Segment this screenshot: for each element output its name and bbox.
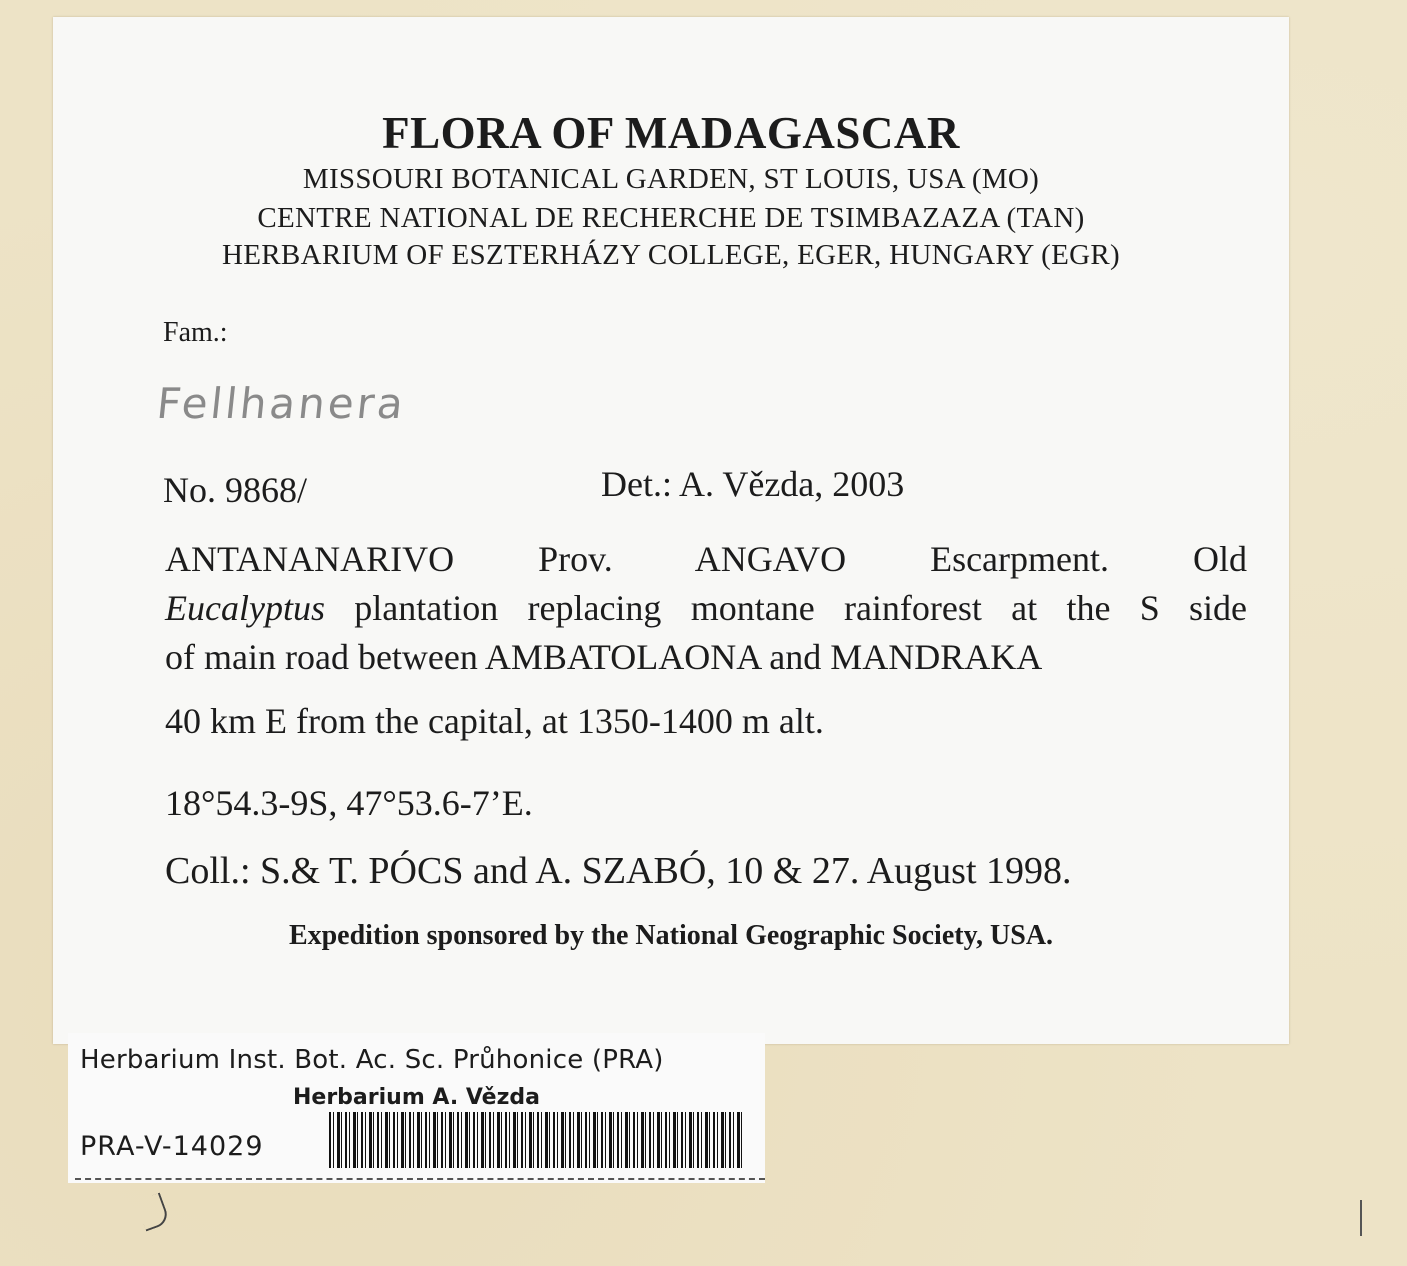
genus-name: Eucalyptus [165,588,325,628]
locality-line-2 [165,584,1247,633]
pencil-mark [1360,1200,1362,1236]
institution-line-2: CENTRE NATIONAL DE RECHERCHE DE TSIMBAZAZA (TAN) [257,202,1085,234]
sponsor-line: Expedition sponsored by the National Geographic Society, USA. [288,920,1054,951]
pra-herbarium-name: Herbarium A. Vězda [292,1085,540,1110]
locality-line-2-text: plantation replacing montane rainforest at the S side [324,588,1247,628]
institution-line-1: MISSOURI BOTANICAL GARDEN, ST LOUIS, USA (MO) [302,163,1040,195]
determination: Det.: A. Vězda, 2003 [601,464,905,504]
locality-line-1: ANTANANARIVO Prov. ANGAVO Escarpment. Old [165,539,1247,579]
coordinates: 18°54.3-9S, 47°53.6-7’E. [165,783,533,823]
specimen-label [53,17,1289,1044]
specimen-number: No. 9868/ [163,470,307,510]
institution-line-3: HERBARIUM OF ESZTERHÁZY COLLEGE, EGER, HUNGARY (EGR) [222,239,1120,271]
family-field-label: Fam.: [163,317,228,348]
barcode [329,1112,745,1168]
distance-altitude: 40 km E from the capital, at 1350-1400 m alt. [165,701,824,741]
pra-specimen-code: PRA-V-14029 [80,1131,264,1162]
family-handwritten: Fellhanera [154,379,409,428]
pencil-mark [135,1193,170,1232]
collectors: Coll.: S.& T. PÓCS and A. SZABÓ, 10 & 27. August 1998. [165,850,1072,892]
pra-institution: Herbarium Inst. Bot. Ac. Sc. Průhonice (PRA) [80,1045,664,1075]
locality-line-3: of main road between AMBATOLAONA and MANDRAKA [165,637,1043,677]
label-title: FLORA OF MADAGASCAR [382,108,960,158]
locality-description [165,535,1247,682]
cut-line [75,1178,765,1180]
pra-barcode-label [68,1033,765,1183]
